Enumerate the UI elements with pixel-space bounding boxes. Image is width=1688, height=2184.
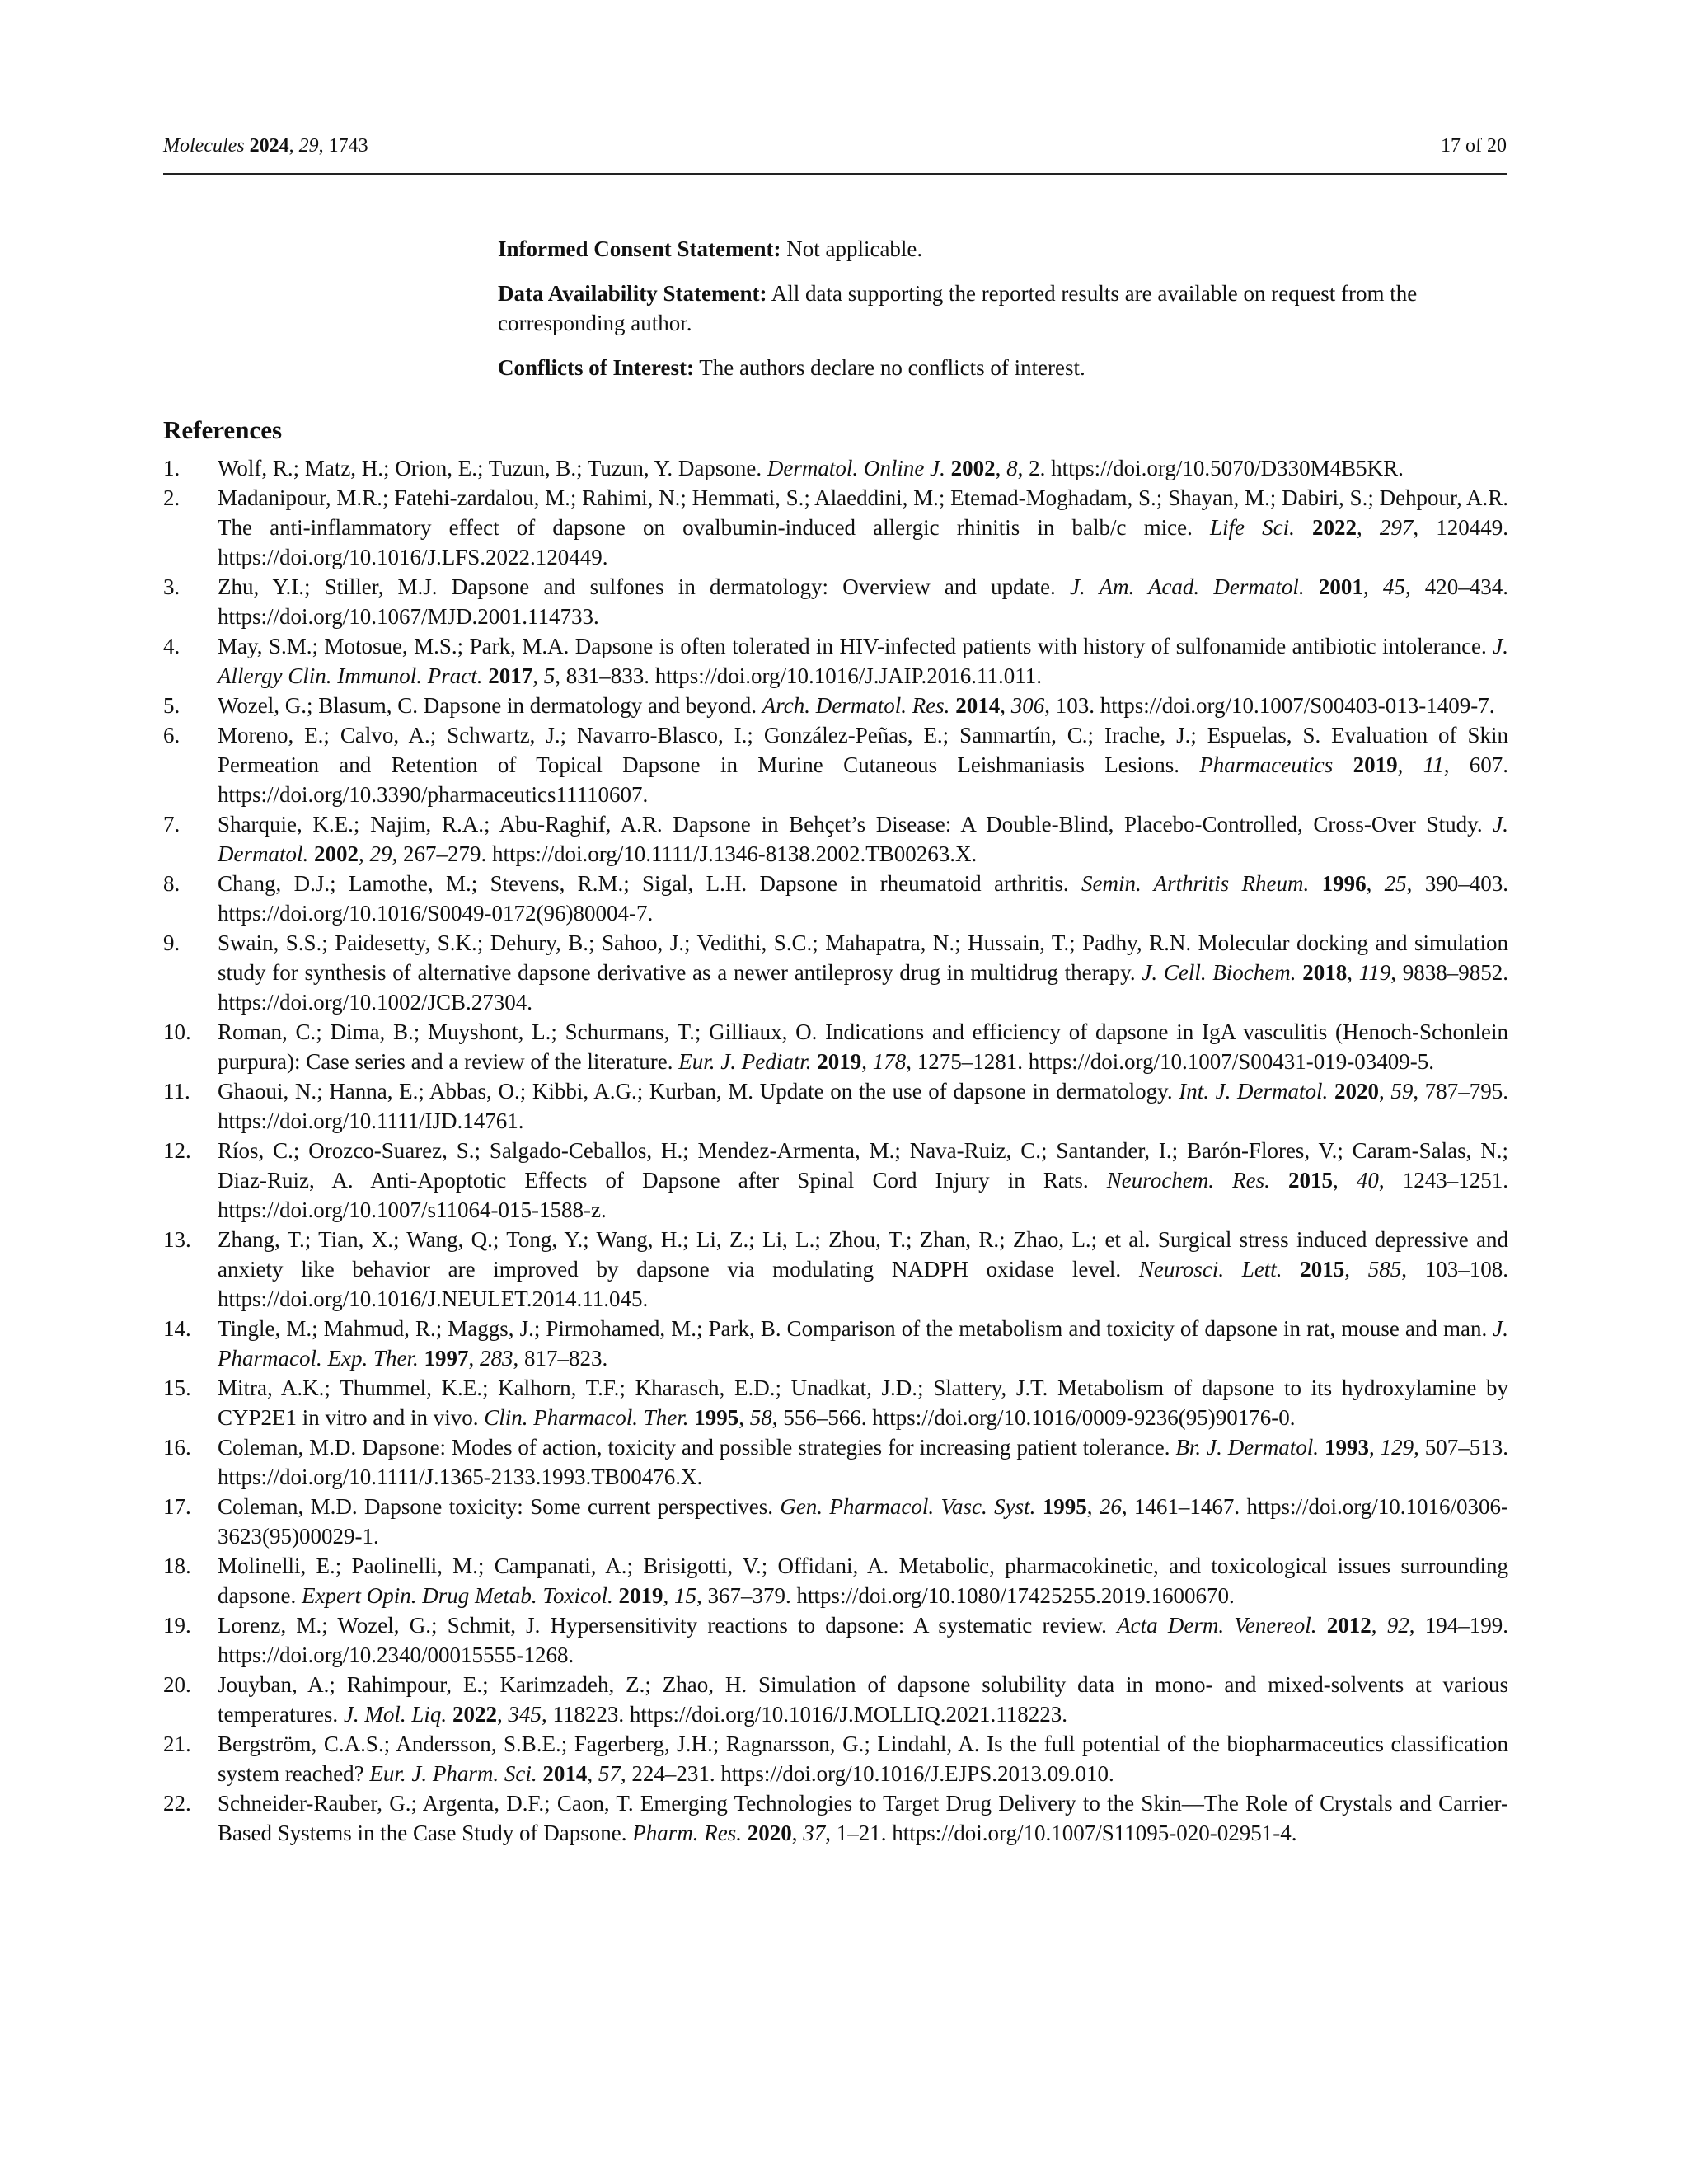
conflicts-of-interest-statement <box>498 353 1507 382</box>
reference-year: 2019 <box>1353 752 1398 777</box>
reference-journal: Life Sci. <box>1210 515 1295 540</box>
reference-year: 2015 <box>1300 1257 1345 1282</box>
reference-journal: Expert Opin. Drug Metab. Toxicol. <box>301 1583 613 1608</box>
reference-number: 5. <box>163 693 181 718</box>
statement-label: Data Availability Statement: <box>498 281 767 306</box>
reference-authors-title: Ríos, C.; Orozco-Suarez, S.; Salgado-Ceballos, H.; Mendez-Armenta, M.; Nava-Ruiz, C.; Santander, I.; Barón-Flores, V.; Caram-Salas, N.; Diaz-Ruiz, A. Anti-Apoptotic Effects of Dapsone after Spinal Cord Injury in Rats. <box>218 1138 1508 1193</box>
reference-pages-doi: , 118223. https://doi.org/10.1016/J.MOLLIQ.2021.118223. <box>541 1702 1067 1727</box>
reference-number: 14. <box>163 1316 191 1341</box>
reference-number: 22. <box>163 1791 191 1816</box>
references-heading: References <box>163 415 283 444</box>
reference-number: 4. <box>163 634 181 658</box>
journal-name: Molecules <box>163 135 245 157</box>
reference-volume: 119 <box>1358 960 1391 985</box>
reference-item: 17. Coleman, M.D. Dapsone toxicity: Some current perspectives. Gen. Pharmacol. Vasc. Syst. 1995, 26, 1461–1467. https://doi.org/10.1016/0306-3623(95)00029-1. <box>163 1492 1508 1551</box>
reference-year: 1995 <box>694 1405 739 1430</box>
reference-journal: Eur. J. Pharm. Sci. <box>369 1761 537 1786</box>
reference-year: 1995 <box>1042 1494 1087 1519</box>
informed-consent-statement <box>498 234 1507 264</box>
reference-journal: Pharmaceutics <box>1199 752 1334 777</box>
reference-authors-title: Wozel, G.; Blasum, C. Dapsone in dermatology and beyond. <box>218 693 757 718</box>
reference-item: 21. Bergström, C.A.S.; Andersson, S.B.E.; Fagerberg, J.H.; Ragnarsson, G.; Lindahl, A. Is the full potential of the biopharmaceutics classification system reached? Eur. J. Pharm. Sci. 2014, 57, 224–231. https://doi.org/10.1016/J.EJPS.2013.09.010. <box>163 1729 1508 1788</box>
reference-pages-doi: , 831–833. https://doi.org/10.1016/J.JAIP.2016.11.011. <box>555 663 1043 688</box>
journal-citation: Molecules 2024, 29, 1743 <box>163 135 368 157</box>
reference-item: 12. Ríos, C.; Orozco-Suarez, S.; Salgado-Ceballos, H.; Mendez-Armenta, M.; Nava-Ruiz, C.; Santander, I.; Barón-Flores, V.; Caram-Salas, N.; Diaz-Ruiz, A. Anti-Apoptotic Effects of Dapsone after Spinal Cord Injury in Rats. Neurochem. Res. 2015, 40, 1243–1251. https://doi.org/10.1007/s11064-015-1588-z. <box>163 1136 1508 1225</box>
reference-pages-doi: , 420–434. https://doi.org/10.1067/MJD.2001.114733. <box>218 574 1509 629</box>
reference-year: 2002 <box>314 841 359 866</box>
reference-item: 10. Roman, C.; Dima, B.; Muyshont, L.; Schurmans, T.; Gilliaux, O. Indications and efficiency of dapsone in IgA vasculitis (Henoch-Schonlein purpura): Case series and a review of the literature. Eur. J. Pediatr. 2019, 178, 1275–1281. https://doi.org/10.1007/S00431-019-03409-5. <box>163 1017 1508 1076</box>
reference-authors-title: Madanipour, M.R.; Fatehi-zardalou, M.; Rahimi, N.; Hemmati, S.; Alaeddini, M.; Etemad-Moghadam, S.; Shayan, M.; Dabiri, S.; Dehpour, A.R. The anti-inflammatory effect of dapsone on ovalbumin-induced allergic rhinitis in balb/c mice. <box>218 485 1508 540</box>
reference-item: 11. Ghaoui, N.; Hanna, E.; Abbas, O.; Kibbi, A.G.; Kurban, M. Update on the use of dapsone in dermatology. Int. J. Dermatol. 2020, 59, 787–795. https://doi.org/10.1111/IJD.14761. <box>163 1076 1508 1136</box>
reference-volume: 306 <box>1010 693 1045 718</box>
reference-authors-title: Sharquie, K.E.; Najim, R.A.; Abu-Raghif, A.R. Dapsone in Behçet’s Disease: A Double-Blind, Placebo-Controlled, Cross-Over Study. <box>218 812 1483 837</box>
reference-journal: Br. J. Dermatol. <box>1175 1435 1319 1460</box>
reference-volume: 585 <box>1367 1257 1402 1282</box>
reference-year: 2020 <box>1334 1079 1379 1104</box>
reference-pages-doi: , 2. https://doi.org/10.5070/D330M4B5KR. <box>1017 456 1404 480</box>
journal-volume: 29 <box>298 135 319 157</box>
reference-number: 2. <box>163 485 181 510</box>
reference-authors-title: Schneider-Rauber, G.; Argenta, D.F.; Caon, T. Emerging Technologies to Target Drug Delivery to the Skin—The Role of Crystals and Carrier-Based Systems in the Case Study of Dapsone. <box>218 1791 1508 1845</box>
reference-authors-title: Moreno, E.; Calvo, A.; Schwartz, J.; Navarro-Blasco, I.; González-Peñas, E.; Sanmartín, C.; Irache, J.; Espuelas, S. Evaluation of Skin Permeation and Retention of Topical Dapsone in Murine Cutaneous Leishmaniasis Lesions. <box>218 723 1508 777</box>
reference-pages-doi: , 120449. https://doi.org/10.1016/J.LFS.2022.120449. <box>218 515 1509 569</box>
reference-volume: 178 <box>872 1049 907 1074</box>
reference-volume: 5 <box>543 663 556 688</box>
reference-number: 13. <box>163 1227 191 1252</box>
statement-text: All data supporting the reported results are available on request from the corresponding author. <box>498 281 1418 335</box>
reference-item: 5. Wozel, G.; Blasum, C. Dapsone in dermatology and beyond. Arch. Dermatol. Res. 2014, 306, 103. https://doi.org/10.1007/S00403-013-1409-7. <box>163 691 1508 720</box>
reference-pages-doi: , 224–231. https://doi.org/10.1016/J.EJPS.2013.09.010. <box>620 1761 1114 1786</box>
reference-number: 16. <box>163 1435 191 1460</box>
reference-authors-title: Lorenz, M.; Wozel, G.; Schmit, J. Hypersensitivity reactions to dapsone: A systematic review. <box>218 1613 1107 1638</box>
reference-volume: 59 <box>1390 1079 1414 1104</box>
reference-authors-title: Zhang, T.; Tian, X.; Wang, Q.; Tong, Y.; Wang, H.; Li, Z.; Li, L.; Zhou, T.; Zhan, R.; Zhao, L.; et al. Surgical stress induced depressive and anxiety like behavior are improved by dapsone via modulating NADPH oxidase level. <box>218 1227 1508 1282</box>
reference-authors-title: Zhu, Y.I.; Stiller, M.J. Dapsone and sulfones in dermatology: Overview and update. <box>218 574 1056 599</box>
reference-item: 13. Zhang, T.; Tian, X.; Wang, Q.; Tong, Y.; Wang, H.; Li, Z.; Li, L.; Zhou, T.; Zhan, R.; Zhao, L.; et al. Surgical stress induced depressive and anxiety like behavior are improved by dapsone via modulating NADPH oxidase level. Neurosci. Lett. 2015, 585, 103–108. https://doi.org/10.1016/J.NEULET.2014.11.045. <box>163 1225 1508 1314</box>
reference-year: 2014 <box>955 693 1001 718</box>
reference-item: 1. Wolf, R.; Matz, H.; Orion, E.; Tuzun, B.; Tuzun, Y. Dapsone. Dermatol. Online J. 2002, 8, 2. https://doi.org/10.5070/D330M4B5KR. <box>163 453 1508 483</box>
reference-pages-doi: , 817–823. <box>513 1346 608 1371</box>
reference-authors-title: Mitra, A.K.; Thummel, K.E.; Kalhorn, T.F.; Kharasch, E.D.; Unadkat, J.D.; Slattery, J.T. Metabolism of dapsone to its hydroxylamine by CYP2E1 in vitro and in vivo. <box>218 1376 1508 1430</box>
reference-item: 22. Schneider-Rauber, G.; Argenta, D.F.; Caon, T. Emerging Technologies to Target Drug Delivery to the Skin—The Role of Crystals and Carrier-Based Systems in the Case Study of Dapsone. Pharm. Res. 2020, 37, 1–21. https://doi.org/10.1007/S11095-020-02951-4. <box>163 1788 1508 1848</box>
reference-pages-doi: , 1243–1251. https://doi.org/10.1007/s11064-015-1588-z. <box>218 1168 1509 1222</box>
reference-number: 1. <box>163 456 181 480</box>
reference-pages-doi: , 1275–1281. https://doi.org/10.1007/S00431-019-03409-5. <box>906 1049 1435 1074</box>
reference-item: 6. Moreno, E.; Calvo, A.; Schwartz, J.; Navarro-Blasco, I.; González-Peñas, E.; Sanmartín, C.; Irache, J.; Espuelas, S. Evaluation of Skin Permeation and Retention of Topical Dapsone in Murine Cutaneous Leishmaniasis Lesions. Pharmaceutics 2019, 11, 607. https://doi.org/10.3390/pharmaceutics11110607. <box>163 720 1508 809</box>
reference-authors-title: Coleman, M.D. Dapsone: Modes of action, toxicity and possible strategies for increasing patient tolerance. <box>218 1435 1170 1460</box>
reference-volume: 25 <box>1384 871 1407 896</box>
reference-year: 2015 <box>1287 1168 1333 1193</box>
reference-volume: 345 <box>508 1702 542 1727</box>
reference-item: 4. May, S.M.; Motosue, M.S.; Park, M.A. Dapsone is often tolerated in HIV-infected patients with history of sulfonamide antibiotic intolerance. J. Allergy Clin. Immunol. Pract. 2017, 5, 831–833. https://doi.org/10.1016/J.JAIP.2016.11.011. <box>163 631 1508 691</box>
reference-year: 1996 <box>1321 871 1367 896</box>
statement-text: Not applicable. <box>786 237 923 261</box>
reference-number: 7. <box>163 812 181 837</box>
reference-item: 8. Chang, D.J.; Lamothe, M.; Stevens, R.M.; Sigal, L.H. Dapsone in rheumatoid arthritis. Semin. Arthritis Rheum. 1996, 25, 390–403. https://doi.org/10.1016/S0049-0172(96)80004-7. <box>163 869 1508 928</box>
reference-pages-doi: , 390–403. https://doi.org/10.1016/S0049-0172(96)80004-7. <box>218 871 1508 926</box>
reference-volume: 58 <box>749 1405 772 1430</box>
reference-pages-doi: , 1–21. https://doi.org/10.1007/S11095-020-02951-4. <box>825 1821 1297 1845</box>
reference-year: 2019 <box>618 1583 663 1608</box>
reference-item: 16. Coleman, M.D. Dapsone: Modes of action, toxicity and possible strategies for increasing patient tolerance. Br. J. Dermatol. 1993, 129, 507–513. https://doi.org/10.1111/J.1365-2133.1993.TB00476.X. <box>163 1432 1508 1492</box>
reference-journal: J. Cell. Biochem. <box>1142 960 1296 985</box>
reference-authors-title: May, S.M.; Motosue, M.S.; Park, M.A. Dapsone is often tolerated in HIV-infected patients with history of sulfonamide antibiotic intolerance. <box>218 634 1487 658</box>
reference-journal: Neurosci. Lett. <box>1138 1257 1282 1282</box>
reference-pages-doi: , 267–279. https://doi.org/10.1111/J.1346-8138.2002.TB00263.X. <box>392 841 978 866</box>
statement-label: Conflicts of Interest: <box>498 355 694 380</box>
reference-item: 15. Mitra, A.K.; Thummel, K.E.; Kalhorn, T.F.; Kharasch, E.D.; Unadkat, J.D.; Slattery, J.T. Metabolism of dapsone to its hydroxylamine by CYP2E1 in vitro and in vivo. Clin. Pharmacol. Ther. 1995, 58, 556–566. https://doi.org/10.1016/0009-9236(95)90176-0. <box>163 1373 1508 1432</box>
reference-volume: 8 <box>1006 456 1018 480</box>
reference-authors-title: Roman, C.; Dima, B.; Muyshont, L.; Schurmans, T.; Gilliaux, O. Indications and efficiency of dapsone in IgA vasculitis (Henoch-Schonlein purpura): Case series and a review of the literature. <box>218 1019 1508 1074</box>
reference-year: 1997 <box>424 1346 469 1371</box>
journal-article: 1743 <box>328 135 368 157</box>
reference-pages-doi: , 103. https://doi.org/10.1007/S00403-013-1409-7. <box>1044 693 1495 718</box>
reference-journal: Neurochem. Res. <box>1106 1168 1270 1193</box>
reference-journal: Pharm. Res. <box>632 1821 742 1845</box>
reference-number: 8. <box>163 871 181 896</box>
reference-year: 2014 <box>542 1761 588 1786</box>
reference-item: 2. Madanipour, M.R.; Fatehi-zardalou, M.; Rahimi, N.; Hemmati, S.; Alaeddini, M.; Etemad-Moghadam, S.; Shayan, M.; Dabiri, S.; Dehpour, A.R. The anti-inflammatory effect of dapsone on ovalbumin-induced allergic rhinitis in balb/c mice. Life Sci. 2022, 297, 120449. https://doi.org/10.1016/J.LFS.2022.120449. <box>163 483 1508 572</box>
reference-journal: Int. J. Dermatol. <box>1179 1079 1329 1104</box>
reference-item: 3. Zhu, Y.I.; Stiller, M.J. Dapsone and sulfones in dermatology: Overview and update. J. Am. Acad. Dermatol. 2001, 45, 420–434. https://doi.org/10.1067/MJD.2001.114733. <box>163 572 1508 631</box>
reference-authors-title: Coleman, M.D. Dapsone toxicity: Some current perspectives. <box>218 1494 773 1519</box>
reference-authors-title: Chang, D.J.; Lamothe, M.; Stevens, R.M.; Sigal, L.H. Dapsone in rheumatoid arthritis. <box>218 871 1069 896</box>
reference-volume: 92 <box>1386 1613 1409 1638</box>
statement-label: Informed Consent Statement: <box>498 237 781 261</box>
reference-journal: Dermatol. Online J. <box>767 456 945 480</box>
reference-year: 2001 <box>1318 574 1363 599</box>
reference-journal: Eur. J. Pediatr. <box>678 1049 812 1074</box>
statement-text: The authors declare no conflicts of interest. <box>699 355 1085 380</box>
reference-volume: 11 <box>1423 752 1444 777</box>
reference-volume: 40 <box>1356 1168 1379 1193</box>
reference-pages-doi: , 1461–1467. https://doi.org/10.1016/0306-3623(95)00029-1. <box>218 1494 1509 1549</box>
reference-journal: Semin. Arthritis Rheum. <box>1081 871 1310 896</box>
reference-pages-doi: , 556–566. https://doi.org/10.1016/0009-9236(95)90176-0. <box>771 1405 1296 1430</box>
reference-volume: 129 <box>1380 1435 1414 1460</box>
reference-journal: J. Mol. Liq. <box>343 1702 448 1727</box>
reference-authors-title: Molinelli, E.; Paolinelli, M.; Campanati, A.; Brisigotti, V.; Offidani, A. Metabolic, pharmacokinetic, and toxicological issues surrounding dapsone. <box>218 1554 1508 1608</box>
reference-journal: Acta Derm. Venereol. <box>1117 1613 1317 1638</box>
reference-item: 19. Lorenz, M.; Wozel, G.; Schmit, J. Hypersensitivity reactions to dapsone: A systematic review. Acta Derm. Venereol. 2012, 92, 194–199. https://doi.org/10.2340/00015555-1268. <box>163 1610 1508 1670</box>
reference-pages-doi: , 607. https://doi.org/10.3390/pharmaceutics11110607. <box>218 752 1509 807</box>
reference-journal: J. Am. Acad. Dermatol. <box>1070 574 1305 599</box>
reference-authors-title: Swain, S.S.; Paidesetty, S.K.; Dehury, B.; Sahoo, J.; Vedithi, S.C.; Mahapatra, N.; Hussain, T.; Padhy, R.N. Molecular docking and simulation study for synthesis of alternative dapsone derivative as a newer antileprosy drug in multidrug therapy. <box>218 930 1508 985</box>
reference-item: 18. Molinelli, E.; Paolinelli, M.; Campanati, A.; Brisigotti, V.; Offidani, A. Metabolic, pharmacokinetic, and toxicological issues surrounding dapsone. Expert Opin. Drug Metab. Toxicol. 2019, 15, 367–379. https://doi.org/10.1080/17425255.2019.1600670. <box>163 1551 1508 1610</box>
reference-journal: Gen. Pharmacol. Vasc. Syst. <box>780 1494 1036 1519</box>
reference-journal: J. Allergy Clin. Immunol. Pract. <box>218 634 1508 688</box>
reference-journal: J. Pharmacol. Exp. Ther. <box>218 1316 1508 1371</box>
page-total: 20 <box>1487 135 1507 157</box>
reference-year: 2018 <box>1302 960 1348 985</box>
reference-volume: 297 <box>1379 515 1414 540</box>
reference-authors-title: Wolf, R.; Matz, H.; Orion, E.; Tuzun, B.; Tuzun, Y. Dapsone. <box>218 456 762 480</box>
reference-year: 2012 <box>1326 1613 1372 1638</box>
reference-year: 2020 <box>747 1821 792 1845</box>
reference-volume: 29 <box>369 841 392 866</box>
reference-authors-title: Ghaoui, N.; Hanna, E.; Abbas, O.; Kibbi, A.G.; Kurban, M. Update on the use of dapsone in dermatology. <box>218 1079 1173 1104</box>
reference-number: 18. <box>163 1554 191 1578</box>
reference-number: 9. <box>163 930 181 955</box>
reference-year: 2022 <box>452 1702 497 1727</box>
reference-number: 19. <box>163 1613 191 1638</box>
reference-volume: 283 <box>479 1346 513 1371</box>
reference-item: 9. Swain, S.S.; Paidesetty, S.K.; Dehury, B.; Sahoo, J.; Vedithi, S.C.; Mahapatra, N.; Hussain, T.; Padhy, R.N. Molecular docking and simulation study for synthesis of alternative dapsone derivative as a newer antileprosy drug in multidrug therapy. J. Cell. Biochem. 2018, 119, 9838–9852. https://doi.org/10.1002/JCB.27304. <box>163 928 1508 1017</box>
reference-number: 20. <box>163 1672 191 1697</box>
reference-pages-doi: , 787–795. https://doi.org/10.1111/IJD.14761. <box>218 1079 1509 1133</box>
reference-item: 14. Tingle, M.; Mahmud, R.; Maggs, J.; Pirmohamed, M.; Park, B. Comparison of the metabolism and toxicity of dapsone in rat, mouse and man. J. Pharmacol. Exp. Ther. 1997, 283, 817–823. <box>163 1314 1508 1373</box>
reference-authors-title: Jouyban, A.; Rahimpour, E.; Karimzadeh, Z.; Zhao, H. Simulation of dapsone solubility data in mono- and mixed-solvents at various temperatures. <box>218 1672 1508 1727</box>
page-header <box>163 134 1507 175</box>
reference-number: 3. <box>163 574 181 599</box>
reference-authors-title: Tingle, M.; Mahmud, R.; Maggs, J.; Pirmohamed, M.; Park, B. Comparison of the metabolism and toxicity of dapsone in rat, mouse and man. <box>218 1316 1488 1341</box>
reference-number: 12. <box>163 1138 191 1163</box>
reference-pages-doi: , 194–199. https://doi.org/10.2340/00015555-1268. <box>218 1613 1508 1667</box>
reference-item: 7. Sharquie, K.E.; Najim, R.A.; Abu-Raghif, A.R. Dapsone in Behçet’s Disease: A Double-Blind, Placebo-Controlled, Cross-Over Study. J. Dermatol. 2002, 29, 267–279. https://doi.org/10.1111/J.1346-8138.2002.TB00263.X. <box>163 809 1508 869</box>
reference-journal: J. Dermatol. <box>218 812 1508 866</box>
reference-volume: 45 <box>1382 574 1405 599</box>
reference-pages-doi: , 9838–9852. https://doi.org/10.1002/JCB.27304. <box>218 960 1509 1015</box>
page-number <box>1441 134 1507 158</box>
journal-year: 2024 <box>249 135 289 157</box>
reference-pages-doi: , 507–513. https://doi.org/10.1111/J.1365-2133.1993.TB00476.X. <box>218 1435 1509 1489</box>
reference-year: 2019 <box>817 1049 862 1074</box>
reference-authors-title: Bergström, C.A.S.; Andersson, S.B.E.; Fagerberg, J.H.; Ragnarsson, G.; Lindahl, A. Is the full potential of the biopharmaceutics classification system reached? <box>218 1732 1508 1786</box>
reference-year: 2017 <box>488 663 533 688</box>
page-of: of <box>1465 135 1482 157</box>
reference-pages-doi: , 103–108. https://doi.org/10.1016/J.NEULET.2014.11.045. <box>218 1257 1509 1311</box>
reference-number: 21. <box>163 1732 191 1756</box>
page-current: 17 <box>1441 135 1461 157</box>
reference-pages-doi: , 367–379. https://doi.org/10.1080/17425255.2019.1600670. <box>696 1583 1235 1608</box>
reference-number: 15. <box>163 1376 191 1400</box>
data-availability-statement <box>498 279 1507 338</box>
reference-item: 20. Jouyban, A.; Rahimpour, E.; Karimzadeh, Z.; Zhao, H. Simulation of dapsone solubility data in mono- and mixed-solvents at various temperatures. J. Mol. Liq. 2022, 345, 118223. https://doi.org/10.1016/J.MOLLIQ.2021.118223. <box>163 1670 1508 1729</box>
reference-journal: Arch. Dermatol. Res. <box>762 693 950 718</box>
reference-year: 1993 <box>1324 1435 1369 1460</box>
reference-year: 2002 <box>950 456 996 480</box>
reference-number: 11. <box>163 1079 190 1104</box>
reference-volume: 26 <box>1099 1494 1122 1519</box>
reference-number: 17. <box>163 1494 191 1519</box>
reference-journal: Clin. Pharmacol. Ther. <box>484 1405 689 1430</box>
reference-volume: 15 <box>673 1583 696 1608</box>
reference-volume: 57 <box>598 1761 621 1786</box>
reference-number: 10. <box>163 1019 191 1044</box>
reference-year: 2022 <box>1312 515 1357 540</box>
reference-volume: 37 <box>803 1821 826 1845</box>
back-matter-statements <box>498 234 1507 397</box>
reference-number: 6. <box>163 723 181 748</box>
references-list <box>163 453 1508 1848</box>
